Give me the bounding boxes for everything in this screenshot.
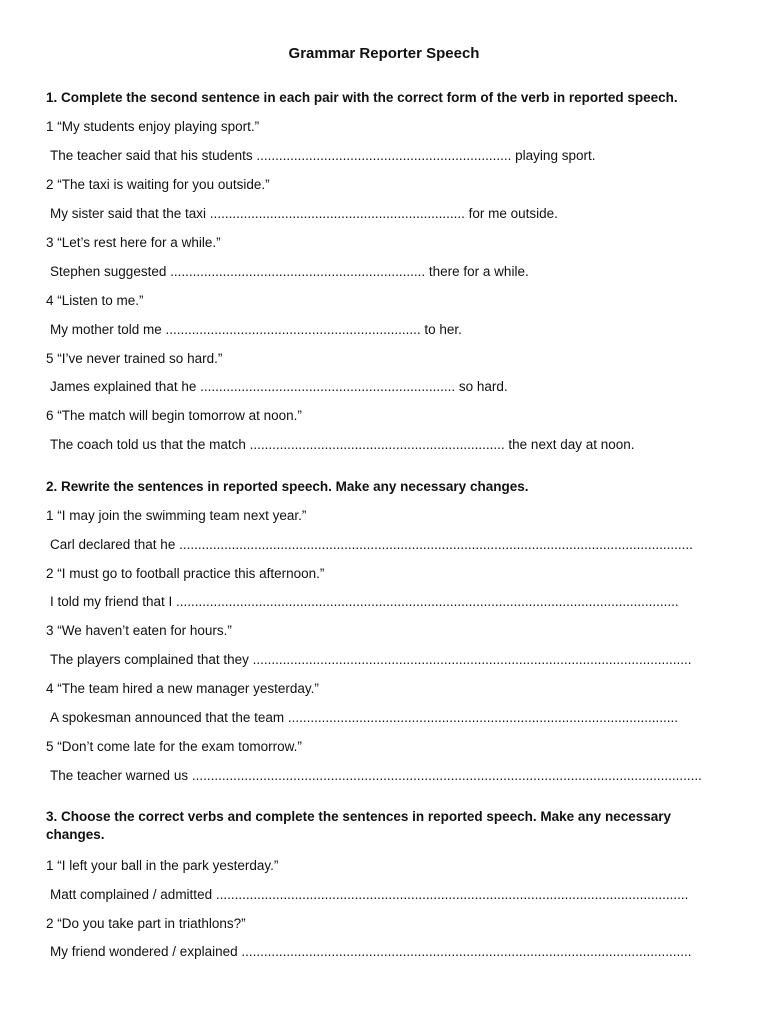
section-3-answer-1: Matt complained / admitted ..............................................................................................................................: [50, 887, 689, 902]
section-2-prompt-1: 1 “I may join the swimming team next year.”: [46, 508, 307, 523]
section-3-prompt-1: 1 “I left your ball in the park yesterday.”: [46, 858, 279, 873]
section-1-prompt-4: 4 “Listen to me.”: [46, 293, 144, 308]
section-1-prompt-3: 3 “Let’s rest here for a while.”: [46, 235, 221, 250]
section-1-answer-6: The coach told us that the match .................................................................... the next day at noon.: [50, 437, 635, 452]
section-2-heading: 2. Rewrite the sentences in reported speech. Make any necessary changes.: [46, 479, 529, 494]
section-2-answer-3: The players complained that they .....................................................................................................................: [50, 652, 692, 667]
section-1-answer-5: James explained that he .................................................................... so hard.: [50, 379, 508, 394]
section-1-prompt-5: 5 “I’ve never trained so hard.”: [46, 351, 223, 366]
section-2-answer-1: Carl declared that he .........................................................................................................................................: [50, 537, 693, 552]
section-1-prompt-2: 2 “The taxi is waiting for you outside.”: [46, 177, 270, 192]
section-2-prompt-3: 3 “We haven’t eaten for hours.”: [46, 623, 232, 638]
section-1-heading: 1. Complete the second sentence in each pair with the correct form of the verb in reported speech.: [46, 90, 678, 105]
section-2-answer-2: I told my friend that I ......................................................................................................................................: [50, 594, 679, 609]
section-1-answer-4: My mother told me .................................................................... to her.: [50, 322, 462, 337]
section-3-heading: 3. Choose the correct verbs and complete the sentences in reported speech. Make any necessary changes.: [46, 809, 671, 842]
section-3-answer-2: My friend wondered / explained ........................................................................................................................: [50, 944, 692, 959]
section-1-prompt-1: 1 “My students enjoy playing sport.”: [46, 119, 260, 134]
section-2-prompt-2: 2 “I must go to football practice this afternoon.”: [46, 566, 325, 581]
section-1-answer-1: The teacher said that his students .................................................................... playing sport.: [50, 148, 596, 163]
page-title: Grammar Reporter Speech: [288, 45, 480, 62]
section-2-prompt-4: 4 “The team hired a new manager yesterday.”: [46, 681, 319, 696]
section-2-answer-4: A spokesman announced that the team ........................................................................................................: [50, 710, 678, 725]
section-1-answer-2: My sister said that the taxi .................................................................... for me outside.: [50, 206, 558, 221]
section-1-answer-3: Stephen suggested .................................................................... there for a while.: [50, 264, 529, 279]
section-3-prompt-2: 2 “Do you take part in triathlons?”: [46, 916, 246, 931]
section-2-answer-5: The teacher warned us ........................................................................................................................................: [50, 768, 702, 783]
section-1-prompt-6: 6 “The match will begin tomorrow at noon.”: [46, 408, 302, 423]
section-2-prompt-5: 5 “Don’t come late for the exam tomorrow.”: [46, 739, 302, 754]
